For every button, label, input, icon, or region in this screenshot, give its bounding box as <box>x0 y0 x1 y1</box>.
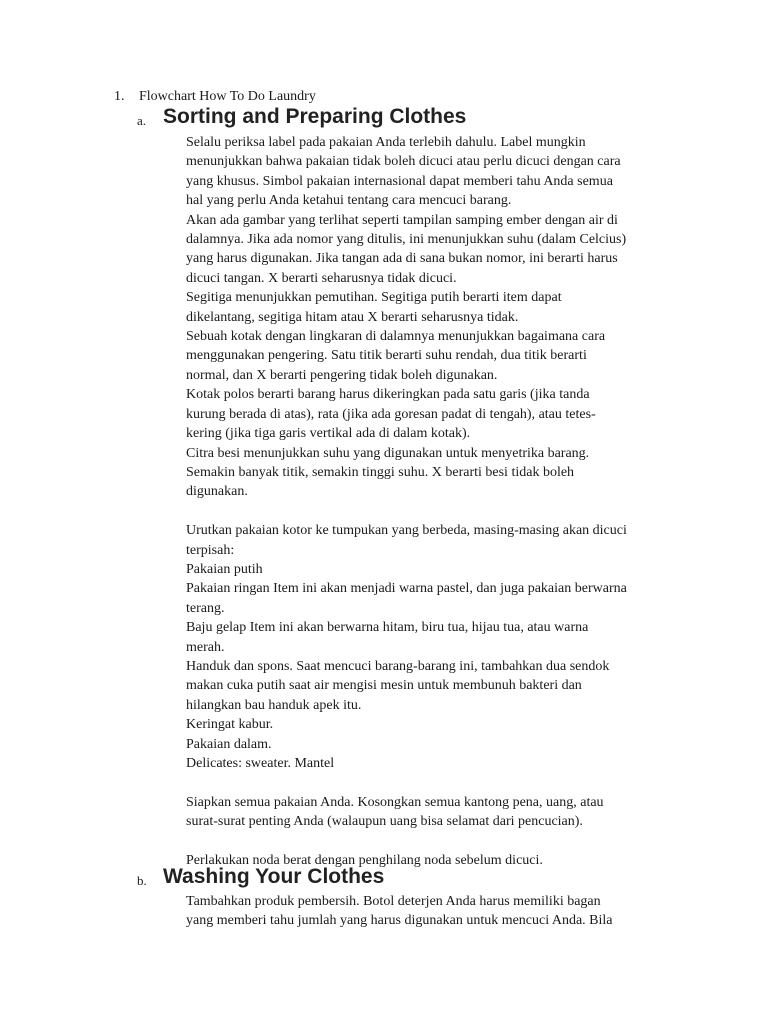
body-line: Semakin banyak titik, semakin tinggi suhu. X berarti besi tidak boleh <box>186 464 575 480</box>
body-line: Sebuah kotak dengan lingkaran di dalamnya menunjukkan bagaimana cara <box>186 329 606 345</box>
section-a-marker: a. <box>137 113 147 128</box>
body-line: menunjukkan bahwa pakaian tidak boleh dicuci atau perlu dicuci dengan cara <box>186 154 621 170</box>
body-line: Akan ada gambar yang terlihat seperti tampilan samping ember dengan air di <box>186 212 618 228</box>
section-b-heading: Washing Your Clothes <box>163 865 385 888</box>
body-line: Handuk dan spons. Saat mencuci barang-barang ini, tambahkan dua sendok <box>186 658 610 674</box>
list-title: Flowchart How To Do Laundry <box>139 89 316 104</box>
body-line: normal, dan X berarti pengering tidak boleh digunakan. <box>186 367 498 383</box>
body-line: dalamnya. Jika ada nomor yang ditulis, ini menunjukkan suhu (dalam Celcius) <box>186 232 627 248</box>
section-b-body <box>186 892 686 931</box>
body-line: kurung berada di atas), rata (jika ada goresan padat di tengah), atau tetes- <box>186 406 596 422</box>
body-line: kering (jika tiga garis vertikal ada di dalam kotak). <box>186 426 471 442</box>
body-line: terang. <box>186 600 225 616</box>
body-line: Pakaian dalam. <box>186 736 272 752</box>
body-line: menggunakan pengering. Satu titik berarti suhu rendah, dua titik berarti <box>186 348 587 364</box>
blank-line <box>186 832 686 851</box>
body-line: Citra besi menunjukkan suhu yang digunakan untuk menyetrika barang. <box>186 445 590 461</box>
body-line: dikelantang, segitiga hitam atau X berarti seharusnya tidak. <box>186 309 519 325</box>
section-b-marker: b. <box>137 873 147 888</box>
body-line: surat-surat penting Anda (walaupun uang bisa selamat dari pencucian). <box>186 814 583 830</box>
body-line: Kotak polos berarti barang harus dikeringkan pada satu garis (jika tanda <box>186 387 590 403</box>
body-line: hal yang perlu Anda ketahui tentang cara mencuci barang. <box>186 193 512 209</box>
body-line: Pakaian putih <box>186 561 263 577</box>
section-a-heading: Sorting and Preparing Clothes <box>163 105 467 128</box>
body-line: Pakaian ringan Item ini akan menjadi warna pastel, dan juga pakaian berwarna <box>186 581 627 597</box>
blank-line <box>186 773 686 792</box>
section-a-body <box>186 133 686 870</box>
body-line: dicuci tangan. X berarti seharusnya tidak dicuci. <box>186 270 457 286</box>
body-line: Tambahkan produk pembersih. Botol deterjen Anda harus memiliki bagan <box>186 894 601 909</box>
body-line: Delicates: sweater. Mantel <box>186 755 335 771</box>
blank-line <box>186 502 686 521</box>
body-line: Urutkan pakaian kotor ke tumpukan yang berbeda, masing-masing akan dicuci <box>186 523 627 539</box>
list-number: 1. <box>114 89 125 104</box>
body-line: Selalu periksa label pada pakaian Anda terlebih dahulu. Label mungkin <box>186 135 586 150</box>
body-line: hilangkan bau handuk apek itu. <box>186 697 362 713</box>
body-line: Keringat kabur. <box>186 717 274 733</box>
body-line: yang memberi tahu jumlah yang harus digunakan untuk mencuci Anda. Bila <box>186 913 613 929</box>
body-line: Siapkan semua pakaian Anda. Kosongkan semua kantong pena, uang, atau <box>186 794 604 810</box>
body-line: merah. <box>186 639 225 655</box>
body-line: yang harus digunakan. Jika tangan ada di sana bukan nomor, ini berarti harus <box>186 251 618 267</box>
body-line: digunakan. <box>186 484 248 500</box>
body-line: Segitiga menunjukkan pemutihan. Segitiga putih berarti item dapat <box>186 290 562 306</box>
body-line: makan cuka putih saat air mengisi mesin untuk membunuh bakteri dan <box>186 678 582 694</box>
body-line: Baju gelap Item ini akan berwarna hitam, biru tua, hijau tua, atau warna <box>186 620 589 636</box>
body-line: yang khusus. Simbol pakaian internasional dapat memberi tahu Anda semua <box>186 173 613 189</box>
body-line: terpisah: <box>186 542 235 558</box>
body-line: Perlakukan noda berat dengan penghilang noda sebelum dicuci. <box>186 852 543 868</box>
